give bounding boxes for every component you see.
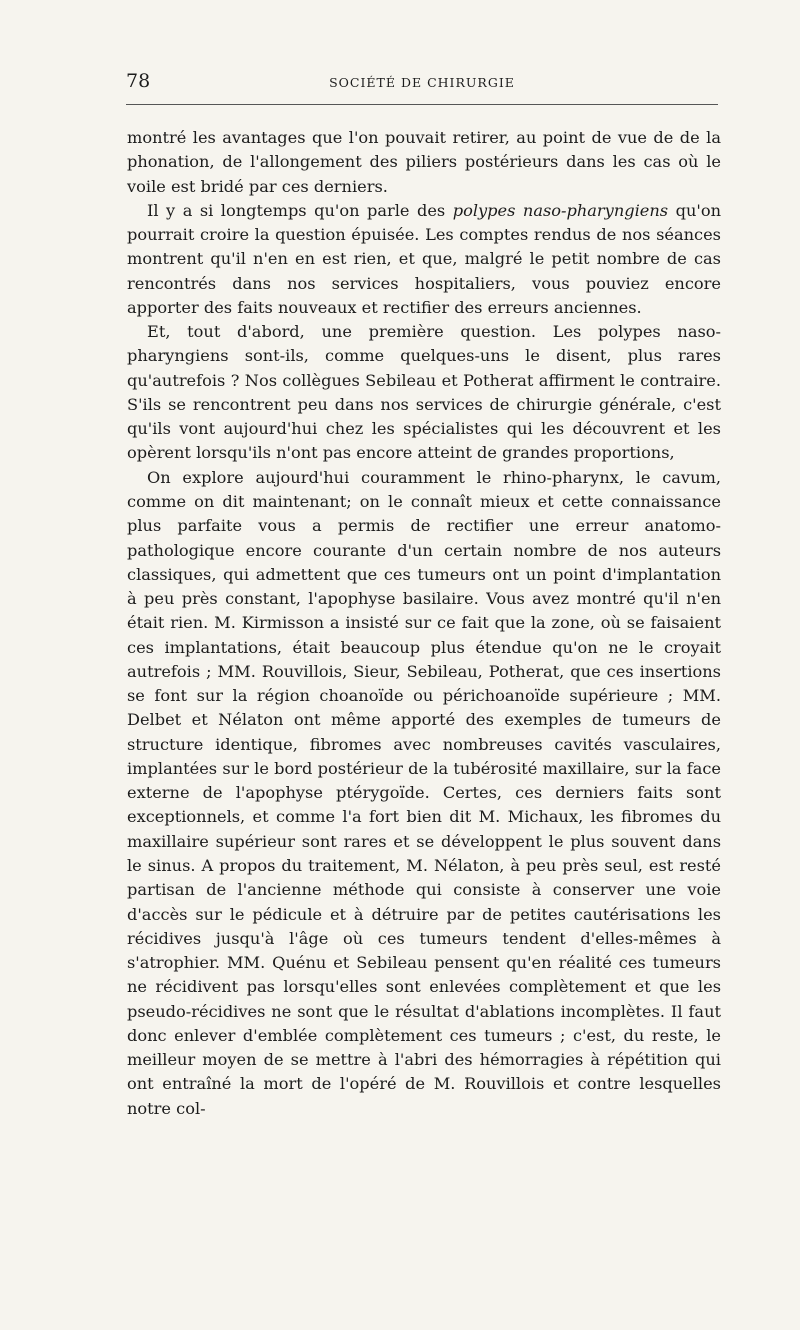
body-text	[127, 126, 721, 1121]
italic-phrase: polypes naso-pharyngiens	[452, 200, 669, 220]
page-header	[126, 70, 718, 100]
paragraph: Il y a si longtemps qu'on parle des polypes naso-pharyngiens qu'on pourrait croire la question épuisée. Les comptes rendus de nos séances montrent qu'il n'en en est rien, et que, malgré le petit nombre de cas rencontrés dans nos services hospitaliers, vous pouviez encore apporter des faits nouveaux et rectifier des erreurs anciennes.	[127, 200, 722, 317]
paragraph: Et, tout d'abord, une première question. Les polypes naso-pharyngiens sont-ils, comme quelques-uns le disent, plus rares qu'autrefois ? Nos collègues Sebileau et Potherat affirment le contraire. S'ils se rencontrent peu dans nos services de chirurgie générale, c'est qu'ils vont aujourd'hui chez les spécialistes qui les découvrent et les opèrent lorsqu'ils n'ont pas encore atteint de grandes proportions,	[127, 322, 721, 463]
paragraph: montré les avantages que l'on pouvait retirer, au point de vue de de la phonation, de l'allongement des piliers postérieurs dans les cas où le voile est bridé par ces derniers.	[127, 128, 721, 196]
header-rule	[126, 104, 718, 105]
page-number: 78	[126, 70, 151, 92]
paragraph: On explore aujourd'hui couramment le rhino-pharynx, le cavum, comme on dit maintenant; on le connaît mieux et cette connaissance plus parfaite vous a permis de rectifier une erreur anatomo-pathologique encore courante d'un certain nombre de nos auteurs classiques, qui admettent que ces tumeurs ont un point d'implantation à peu près constant, l'apophyse basilaire. Vous avez montré qu'il n'en était rien. M. Kirmisson a insisté sur ce fait que la zone, où se faisaient ces implantations, était beaucoup plus étendue qu'on ne le croyait autrefois ; MM. Rouvillois, Sieur, Sebileau, Potherat, que ces insertions se font sur la région choanoïde ou périchoanoïde supérieure ; MM. Delbet et Nélaton ont même apporté des exemples de tumeurs de structure identique, fibromes avec nombreuses cavités vasculaires, implantées sur le bord postérieur de la tubérosité maxillaire, sur la face externe de l'apophyse ptérygoïde. Certes, ces derniers faits sont exceptionnels, et comme l'a fort bien dit M. Michaux, les fibromes du maxillaire supérieur sont rares et se développent le plus souvent dans le sinus. A propos du traitement, M. Nélaton, à peu près seul, est resté partisan de l'ancienne méthode qui consiste à conserver une voie d'accès sur le pédicule et à détruire par de petites cautérisations les récidives jusqu'à l'âge où ces tumeurs tendent d'elles-mêmes à s'atrophier. MM. Quénu et Sebileau pensent qu'en réalité ces tumeurs ne récidivent pas lorsqu'elles sont enlevées complètement et que les pseudo-récidives ne sont que le résultat d'ablations incomplètes. Il faut donc enlever d'emblée complètement ces tumeurs ; c'est, du reste, le meilleur moyen de se mettre à l'abri des hémorragies à répétition qui ont entraîné la mort de l'opéré de M. Rouvillois et contre lesquelles notre col-	[127, 467, 721, 1118]
running-head: SOCIÉTÉ DE CHIRURGIE	[329, 75, 515, 90]
